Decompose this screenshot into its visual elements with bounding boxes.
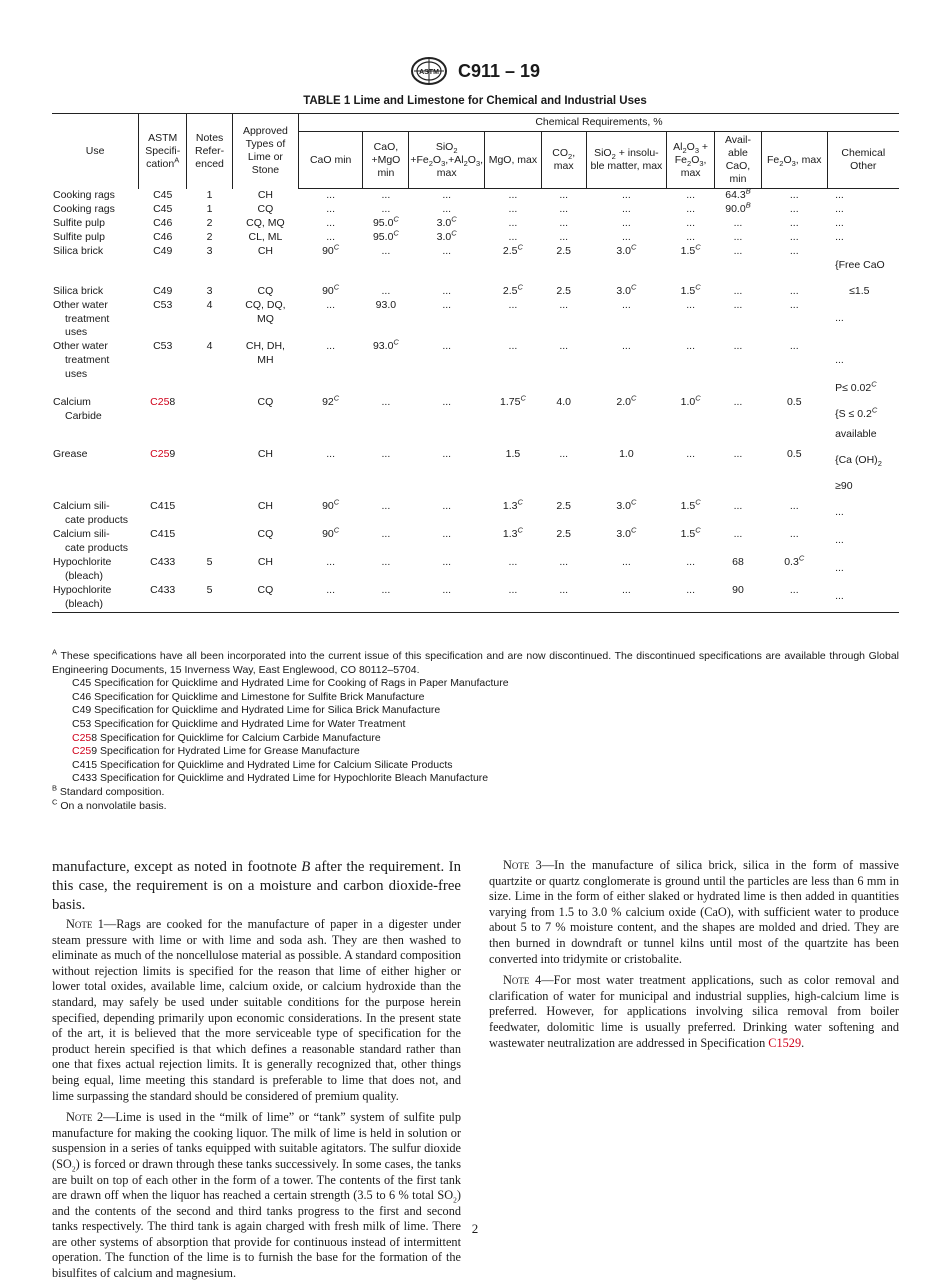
cell-notes: [187, 448, 233, 500]
cell-notes: [187, 528, 233, 556]
cell-fe2o3: ...: [761, 584, 827, 612]
cell-use: Other water treatment uses: [53, 340, 110, 380]
cell-insol: ...: [622, 189, 631, 201]
cell-insol: ...: [622, 216, 631, 229]
cell-sio2: ...: [442, 189, 452, 201]
footnote-spec-6: C415 Specification for Quicklime and Hydrated Lime for Calcium Silicate Products: [72, 758, 453, 771]
cell-types: CQ, DQ, MQ: [245, 298, 286, 325]
cell-types: CL, ML: [248, 230, 283, 243]
cell-cao: ...: [298, 584, 363, 612]
footnote-spec-4: C258 Specification for Quicklime for Calcium Carbide Manufacture: [72, 731, 381, 744]
cell-astm-spec: C259: [150, 448, 176, 461]
cell-insol: $3.0^C$: [616, 242, 637, 257]
cell-insol: ...: [622, 298, 631, 311]
cell-cao: $90^C$: [322, 525, 340, 541]
cell-mgo: ...: [508, 556, 518, 569]
table-row: [52, 584, 899, 612]
cell-chemical-other: ...: [835, 534, 844, 547]
cell-co2: 2.5: [556, 500, 571, 513]
cell-fe2o3: ...: [789, 528, 799, 541]
cell-notes: 2: [206, 230, 213, 243]
cell-co2: ...: [541, 584, 586, 612]
cell-fe2o3: ...: [789, 340, 799, 353]
cell-cao: ...: [326, 202, 336, 215]
table-row: [52, 189, 899, 203]
table-row: [52, 245, 899, 285]
cell-co2: ...: [559, 230, 569, 243]
lead-paragraph: manufacture, except as noted in footnote B after the requirement. In this case, the requirement is on a moisture and carbon dioxide-free basis.: [52, 859, 461, 913]
cell-types: CQ: [257, 284, 274, 297]
cell-use: Hypochlorite (bleach): [52, 584, 139, 612]
cell-camgo: ...: [381, 202, 391, 215]
astm-logo: [410, 56, 448, 86]
cell-use: Cooking rags: [53, 188, 115, 201]
cell-chemical-other: available {Ca $(OH)_2$ ≥90: [835, 428, 882, 492]
cell-astm-spec: C258: [150, 396, 176, 409]
cell-astm-spec: C46: [153, 230, 173, 243]
cell-cao: $90^C$: [322, 497, 340, 513]
cell-chemical-other: ...: [835, 202, 844, 215]
cell-cao: ...: [326, 189, 336, 201]
cell-chemical-other: ...: [835, 189, 844, 201]
cell-sio2: $3.0^C$: [436, 214, 457, 229]
cell-insol: $3.0^C$: [616, 497, 637, 513]
cell-types: CQ: [257, 396, 274, 409]
cell-fe2o3: ...: [789, 216, 799, 229]
cell-mgo: ...: [485, 584, 542, 612]
cell-fe2o3: ...: [789, 230, 799, 243]
cell-avail: ...: [733, 528, 743, 541]
col-header-cao-mgo: CaO, +MgO min: [363, 132, 409, 189]
cell-mgo: $1.3^C$: [502, 497, 523, 513]
note-2: Note 2—Lime is used in the “milk of lime” or “tank” system of sulfite pulp manufacture for making the cooking liquor. The milk of lime is held in solution or suspension in a series of tanks equipped with suitable agitators. The sulfur dioxide $(SO_2)$ is forced or drawn through these tanks successively. In some cases, the tanks are built on top of each other in the form of a tower. The contents of the first tank are drawn off when the liquor has reached a certain strength (3.5 to 6 % total $SO_2$) and the contents of the second and third tanks progress to the first and second tanks respectively. The third tank is again charged with fresh milk of lime. There are other systems of absorption that provide for continuous instead of intermittent operation. The function of the lime is to furnish the base for the formation of the bisulfites of calcium and magnesium.: [52, 1110, 462, 1281]
cell-cao: ...: [326, 298, 336, 311]
col-header-al2o3-fe2o3: $Al_2O_3 + Fe_2O_3$, max: [667, 132, 715, 189]
footnote-spec-0: C45 Specification for Quicklime and Hydrated Lime for Cooking of Rags in Paper Manufacture: [72, 677, 509, 690]
cell-al2o3: $1.5^C$: [680, 525, 701, 541]
cell-al2o3: ...: [686, 340, 695, 353]
cell-cao: ...: [326, 230, 336, 243]
cell-cao: ...: [326, 556, 336, 569]
cell-avail: 68: [732, 556, 744, 569]
cell-co2: 4.0: [556, 396, 571, 409]
col-header-insoluble: SiO$_2$ + insolu- ble matter, max: [586, 132, 667, 189]
cell-co2: ...: [559, 298, 569, 311]
cell-mgo: $2.5^C$: [502, 282, 523, 297]
table-row: [52, 448, 899, 500]
cell-fe2o3: ...: [789, 284, 799, 297]
cell-types: CQ: [257, 528, 274, 541]
table-row: [52, 217, 899, 231]
spec-link[interactable]: C25: [72, 731, 92, 744]
cell-insol: $2.0^C$: [616, 393, 637, 409]
col-header-chemical-other: Chemical Other: [827, 132, 899, 189]
cell-mgo: ...: [508, 216, 518, 229]
cell-avail: ...: [733, 244, 743, 257]
cell-mgo: ...: [508, 202, 518, 215]
cell-sio2: ...: [409, 584, 485, 612]
table-row: [52, 556, 899, 584]
cell-sio2: ...: [442, 448, 452, 461]
cell-sio2: ...: [442, 298, 452, 311]
cell-al2o3: ...: [686, 448, 695, 461]
cell-use: Sulfite pulp: [53, 230, 105, 243]
table-row: [52, 500, 899, 528]
col-header-astm: ASTM Specifi- cation$^A$: [139, 114, 187, 189]
cell-chemical-other: $P\le 0.02^C$ {$S \le 0.2^C$: [835, 379, 878, 420]
cell-camgo: ...: [381, 284, 391, 297]
cell-avail: ...: [733, 500, 743, 513]
footnote-a: $^A$ These specifications have all been incorporated into the current issue of this specification and are now discontinued. The discontinued specifications are available through Global Engineering Documents, 15 Inverness Way, East Englewood, CO 80112–5704.: [52, 647, 899, 676]
cell-mgo: ...: [508, 298, 518, 311]
cell-types: CH: [257, 448, 274, 461]
cell-al2o3: ...: [686, 298, 695, 311]
cell-cao: $90^C$: [322, 282, 340, 297]
cell-use: Grease: [53, 448, 88, 461]
cell-types: CQ: [257, 202, 274, 215]
cell-camgo: ...: [363, 584, 409, 612]
cell-types: CH: [257, 244, 274, 257]
cell-al2o3: ...: [686, 189, 695, 201]
cell-avail: ...: [733, 340, 743, 353]
footnote-spec-3: C53 Specification for Quicklime and Hydrated Lime for Water Treatment: [72, 717, 406, 730]
cell-camgo: $95.0^C$: [372, 214, 399, 229]
cell-cao: ...: [326, 340, 336, 353]
cell-use: Silica brick: [53, 244, 104, 257]
cell-insol: ...: [622, 202, 631, 215]
cell-notes: 3: [206, 284, 213, 297]
table-row: [52, 203, 899, 217]
cell-sio2: ...: [442, 244, 452, 257]
footnote-spec-5: C259 Specification for Hydrated Lime for Grease Manufacture: [72, 745, 360, 758]
chemical-requirements-header: Chemical Requirements, %: [298, 114, 899, 132]
cell-al2o3: ...: [686, 556, 695, 569]
table-row: [52, 528, 899, 556]
table-title: TABLE 1 Lime and Limestone for Chemical and Industrial Uses: [303, 95, 647, 107]
cell-mgo: $2.5^C$: [502, 242, 523, 257]
cell-camgo: $95.0^C$: [372, 228, 399, 243]
cell-co2: ...: [559, 202, 569, 215]
table-row: [52, 340, 899, 396]
cell-mgo: $1.3^C$: [502, 525, 523, 541]
cell-camgo: ...: [381, 528, 391, 541]
cell-al2o3: ...: [686, 216, 695, 229]
table-row: [52, 285, 899, 299]
cell-mgo: ...: [508, 189, 518, 201]
cell-notes: 5: [187, 584, 233, 612]
cell-types: CH: [257, 500, 274, 513]
cell-notes: 5: [206, 556, 213, 569]
col-header-mgo: MgO, max: [485, 132, 542, 189]
cell-sio2: ...: [442, 500, 452, 513]
col-header-notes: Notes Refer- enced: [187, 114, 233, 189]
cell-avail: ...: [733, 230, 743, 243]
cell-insol: ...: [586, 584, 667, 612]
cell-fe2o3: ...: [789, 244, 799, 257]
cell-notes: [187, 396, 233, 448]
cell-al2o3: ...: [686, 230, 695, 243]
page-number: 2: [471, 1221, 479, 1236]
cell-co2: 2.5: [556, 284, 571, 297]
cell-use: Other water treatment uses: [53, 298, 110, 339]
cell-avail: $90.0^B$: [725, 200, 751, 215]
cell-co2: ...: [559, 556, 569, 569]
standard-designation: C911 – 19: [457, 60, 541, 81]
footnote-spec-1: C46 Specification for Quicklime and Limestone for Sulfite Brick Manufacture: [72, 690, 425, 703]
cell-use: Calcium Carbide: [53, 396, 102, 422]
cell-co2: 2.5: [556, 528, 571, 541]
cell-chemical-other: ...: [835, 230, 844, 243]
cell-notes: 4: [206, 298, 213, 311]
cell-insol: ...: [622, 556, 631, 569]
footnote-c: $^C$ On a nonvolatile basis.: [52, 797, 167, 812]
cell-cao: ...: [326, 448, 336, 461]
body-column-right: [489, 858, 899, 1057]
cell-use: Sulfite pulp: [53, 216, 105, 229]
cell-avail: 90: [715, 584, 762, 612]
cell-types: CQ: [233, 584, 299, 612]
cell-sio2: ...: [442, 528, 452, 541]
cell-al2o3: $1.0^C$: [680, 393, 701, 409]
cell-avail: ...: [733, 448, 743, 461]
cell-mgo: ...: [508, 230, 518, 243]
cell-co2: ...: [559, 448, 569, 461]
page-header: [0, 56, 950, 86]
cell-co2: ...: [559, 216, 569, 229]
cell-camgo: $93.0^C$: [372, 337, 399, 353]
cell-chemical-other: {Free CaO: [835, 258, 885, 271]
cell-co2: ...: [559, 189, 569, 201]
cell-camgo: ...: [381, 396, 391, 409]
table-footnotes: [52, 647, 899, 813]
cell-al2o3: ...: [686, 202, 695, 215]
cell-camgo: ...: [381, 189, 391, 201]
cell-notes: [187, 500, 233, 528]
col-header-fe2o3: $Fe_2O_3$, max: [761, 132, 827, 189]
cell-notes: 4: [206, 340, 213, 353]
col-header-use: Use: [52, 114, 139, 189]
cell-fe2o3: ...: [789, 298, 799, 311]
cell-astm-spec: C45: [153, 202, 173, 215]
cell-chemical-other: ...: [835, 216, 844, 229]
cell-fe2o3: ...: [789, 500, 799, 513]
cell-al2o3: ...: [667, 584, 715, 612]
cell-types: CH: [257, 188, 274, 201]
cell-use: Hypochlorite (bleach): [53, 556, 112, 582]
cell-notes: 2: [206, 216, 213, 229]
cell-avail: ...: [733, 216, 743, 229]
cell-insol: $3.0^C$: [616, 282, 637, 297]
cell-chemical-other: ...: [835, 562, 844, 575]
cell-sio2: $3.0^C$: [436, 228, 457, 243]
note-1: Note 1—Rags are cooked for the manufacture of paper in a digester under steam pressure with lime or with lime and soda ash. They are then washed to eliminate as much of the noncellulose material as possible. A standard composition without rejection limits is specified for the reason that lime of either higher or lower total oxides, available lime, calcium oxide, or calcium hydroxide than the standard, may safely be used under suitable conditions for the purpose herein specified, depending primarily upon economic considerations. In the present state of the art, it is believed that the more serviceable type of specification for the product herein specified is that which defines a reasonable standard rather than one that fixes actual rejection limits. It is generally recognized that, other things being equal, lime meeting this standard is preferable to lime that does not, and lime surpassing the standard should be considered of premium quality.: [52, 917, 461, 1103]
cell-insol: 1.0: [619, 448, 634, 461]
cell-astm-spec: C415: [150, 528, 176, 541]
svg-text:ASTM: ASTM: [419, 69, 439, 76]
footnote-spec-7: C433 Specification for Quicklime and Hydrated Lime for Hypochlorite Bleach Manufacture: [72, 772, 489, 785]
cell-use: Calcium sili- cate products: [53, 528, 129, 554]
cell-camgo: 93.0: [375, 298, 397, 311]
cell-fe2o3: ...: [789, 202, 799, 215]
table-row: [52, 231, 899, 245]
cell-chemical-other: ...: [835, 506, 844, 519]
col-header-types: Approved Types of Lime or Stone: [233, 114, 299, 189]
cell-fe2o3: 0.5: [786, 448, 802, 461]
cell-astm-spec: C433: [139, 584, 187, 612]
table-row: [52, 299, 899, 340]
cell-use: Cooking rags: [53, 202, 115, 215]
cell-camgo: ...: [381, 556, 391, 569]
table-row: [52, 396, 899, 448]
cell-al2o3: $1.5^C$: [680, 282, 701, 297]
cell-astm-spec: C45: [153, 188, 173, 201]
cell-types: CH, DH, MH: [245, 340, 285, 366]
cell-notes: 1: [206, 188, 213, 201]
cell-camgo: ...: [381, 448, 391, 461]
col-header-sio2-fe2o3-al2o3: $SiO_2 +Fe_2O_3,+Al_2O_3$, max: [409, 132, 485, 189]
cell-types: CH: [257, 556, 274, 569]
cell-use: Silica brick: [53, 284, 104, 297]
cell-cao: $92^C$: [322, 393, 340, 409]
col-header-available-cao: Avail- able CaO, min: [715, 132, 762, 189]
cell-sio2: ...: [442, 340, 452, 353]
cell-sio2: ...: [442, 284, 452, 297]
cell-astm-spec: C46: [153, 216, 173, 229]
cell-camgo: ...: [381, 244, 391, 257]
cell-chemical-other: ...: [835, 354, 844, 367]
cell-avail: ...: [733, 284, 743, 297]
cell-fe2o3: 0.5: [786, 396, 802, 409]
cell-co2: 2.5: [556, 244, 571, 257]
cell-cao: $90^C$: [322, 242, 340, 257]
cell-chemical-other: ...: [827, 584, 899, 612]
cell-astm-spec: C53: [153, 298, 173, 311]
cell-co2: ...: [559, 340, 569, 353]
cell-use: Calcium sili- cate products: [53, 500, 129, 526]
cell-sio2: ...: [442, 396, 452, 409]
cell-mgo: 1.5: [505, 448, 521, 461]
cell-insol: ...: [622, 340, 631, 353]
cell-avail: $64.3^B$: [725, 186, 751, 201]
cell-notes: 3: [206, 244, 213, 257]
table-1: [52, 113, 899, 613]
note-3: Note 3—In the manufacture of silica brick, silica in the form of massive quartzite or quartz conglomerate is ground until the particles are less than 6 mm in size. Lime in the form of either slaked or hydrated lime is then added in quantities varying from 1.5 to 3.0 % calcium oxide (CaO), with sufficient water to produce about 5 to 7 % moisture content, and the shapes are molded and dried. They are then burned in downdraft or tunnel kilns until most of the quartzite has been converted into tridymite or cristobalite.: [489, 858, 899, 966]
cell-cao: ...: [326, 216, 336, 229]
cell-fe2o3: $0.3^C$: [784, 553, 805, 569]
footnote-b: $^B$ Standard composition.: [52, 783, 165, 798]
cell-mgo: ...: [508, 340, 518, 353]
cell-astm-spec: C49: [153, 244, 173, 257]
cell-types: CQ, MQ: [246, 216, 285, 229]
cell-al2o3: $1.5^C$: [680, 497, 701, 513]
cell-avail: ...: [733, 396, 743, 409]
cell-chemical-other: ...: [835, 311, 844, 324]
cell-notes: 1: [206, 202, 213, 215]
cell-chemical-other: ≤1.5: [849, 284, 870, 297]
cell-sio2: ...: [442, 556, 452, 569]
cell-mgo: $1.75^C$: [500, 393, 526, 409]
spec-link[interactable]: C25: [72, 745, 92, 758]
cell-sio2: ...: [442, 202, 452, 215]
footnote-spec-2: C49 Specification for Quicklime and Hydrated Lime for Silica Brick Manufacture: [72, 704, 441, 717]
cell-astm-spec: C415: [150, 500, 176, 513]
cell-insol: ...: [622, 230, 631, 243]
cell-astm-spec: C53: [153, 340, 173, 353]
cell-avail: ...: [733, 298, 743, 311]
cell-insol: $3.0^C$: [616, 525, 637, 541]
cell-astm-spec: C433: [150, 556, 176, 569]
cell-al2o3: $1.5^C$: [680, 242, 701, 257]
cell-astm-spec: C49: [153, 284, 173, 297]
spec-c1529-link[interactable]: C1529: [768, 1035, 802, 1050]
col-header-cao: CaO min: [298, 132, 363, 189]
note-4: Note 4—For most water treatment applications, such as color removal and clarification of water for municipal and industrial supplies, high-calcium lime is preferred. However, for applications involving silica removal from boiler feedwater, dolomitic lime is usually preferred. Drinking water softening and wastewater neutralization are addressed in Specification C1529.: [489, 973, 899, 1050]
cell-camgo: ...: [381, 500, 391, 513]
col-header-co2: $CO_2$, max: [541, 132, 586, 189]
cell-fe2o3: ...: [789, 189, 799, 201]
